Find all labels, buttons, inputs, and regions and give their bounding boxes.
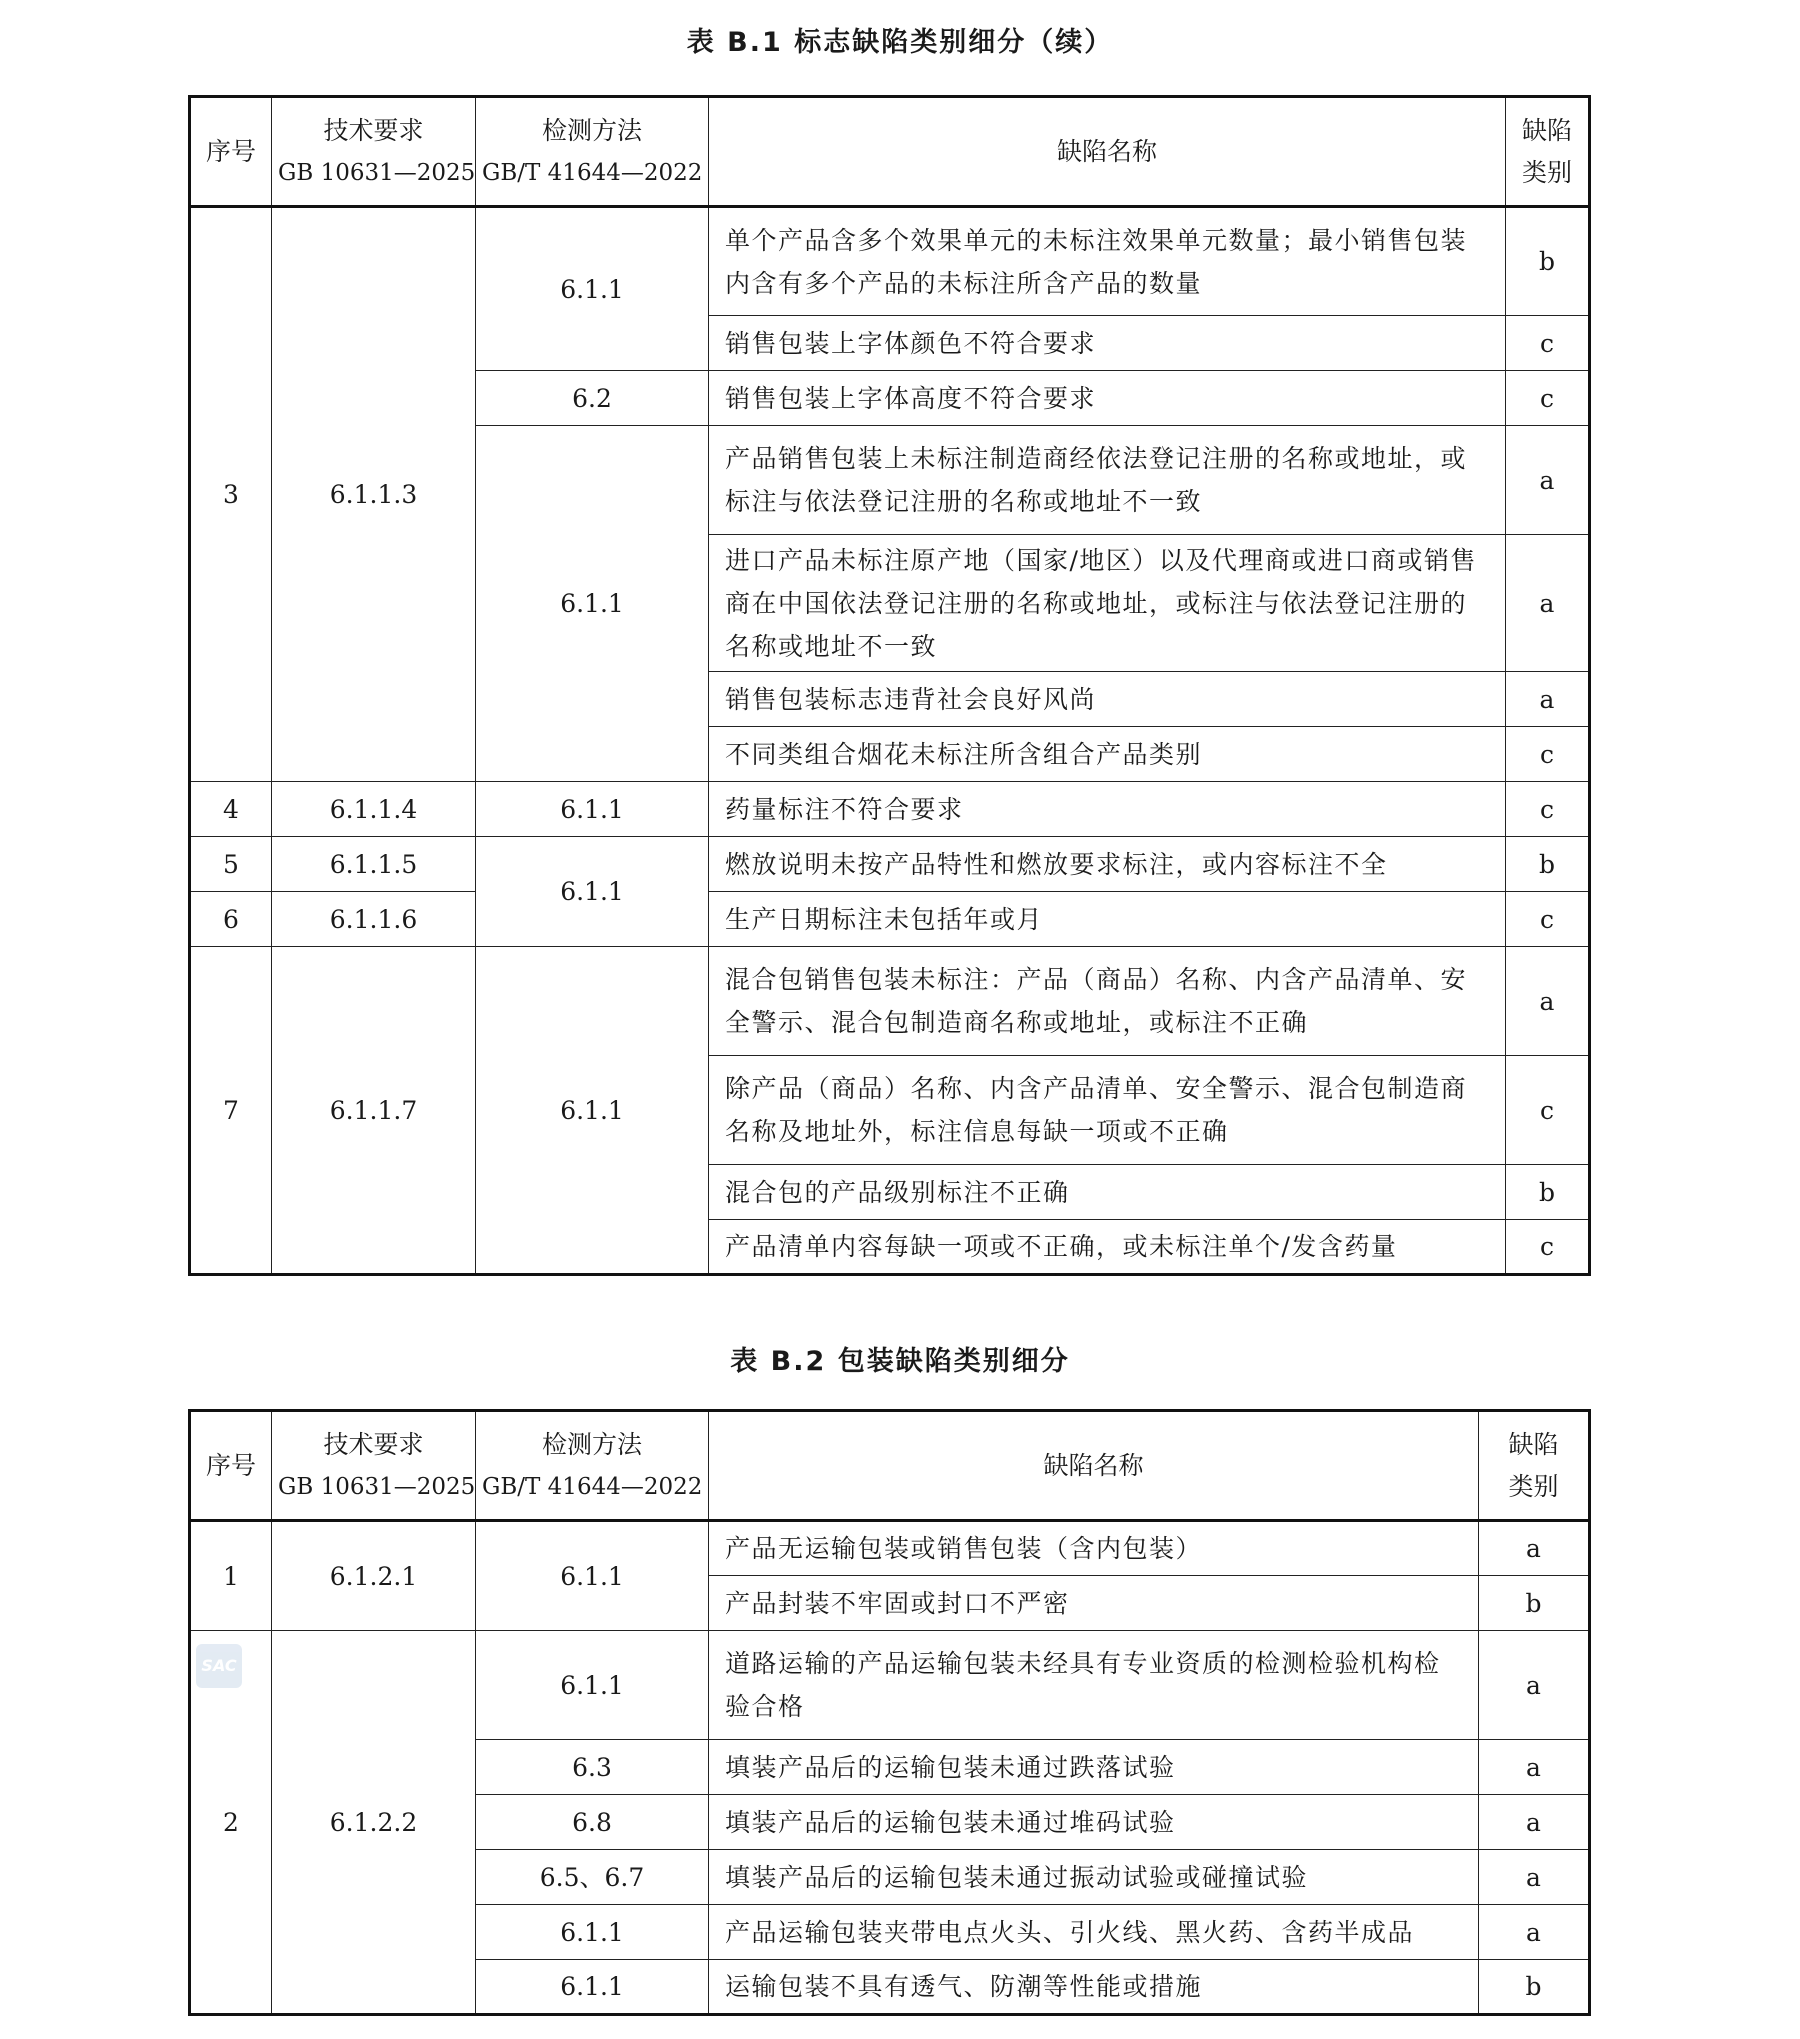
cell-defect-name: 运输包装不具有透气、防潮等性能或措施	[709, 1960, 1479, 2015]
cell-defect-name: 产品封装不牢固或封口不严密	[709, 1576, 1479, 1631]
cell-defect-category: a	[1506, 947, 1590, 1056]
cell-defect-name: 生产日期标注未包括年或月	[709, 892, 1506, 947]
cell-test-method: 6.1.1	[476, 837, 709, 947]
cell-defect-name: 混合包的产品级别标注不正确	[709, 1165, 1506, 1220]
cell-defect-name: 填装产品后的运输包装未通过振动试验或碰撞试验	[709, 1850, 1479, 1905]
cell-test-method: 6.1.1	[476, 782, 709, 837]
table-row	[190, 782, 1590, 837]
cell-test-method: 6.1.1	[476, 947, 709, 1275]
cell-defect-name: 销售包装上字体高度不符合要求	[709, 371, 1506, 426]
header-seq: 序号	[190, 97, 272, 207]
cell-defect-name: 产品无运输包装或销售包装（含内包装）	[709, 1521, 1479, 1576]
cell-tech-req: 6.1.1.5	[272, 837, 476, 892]
cell-test-method: 6.3	[476, 1740, 709, 1795]
cell-tech-req: 6.1.1.7	[272, 947, 476, 1275]
cell-defect-name: 药量标注不符合要求	[709, 782, 1506, 837]
cell-defect-name: 单个产品含多个效果单元的未标注效果单元数量；最小销售包装内含有多个产品的未标注所含产品的数量	[709, 207, 1506, 316]
cell-seq: 3	[190, 207, 272, 782]
header-defect-name: 缺陷名称	[709, 1411, 1479, 1521]
cell-defect-name: 产品运输包装夹带电点火头、引火线、黑火药、含药半成品	[709, 1905, 1479, 1960]
cell-seq: 4	[190, 782, 272, 837]
header-test-method: 检测方法 GB/T 41644—2022	[476, 1411, 709, 1521]
cell-defect-name: 不同类组合烟花未标注所含组合产品类别	[709, 727, 1506, 782]
header-tech-req: 技术要求 GB 10631—2025	[272, 97, 476, 207]
table-row	[190, 837, 1590, 892]
table-b2	[188, 1409, 1591, 2016]
cell-defect-category: a	[1479, 1905, 1590, 1960]
cell-defect-category: a	[1479, 1521, 1590, 1576]
cell-test-method: 6.2	[476, 371, 709, 426]
table-row	[190, 1631, 1590, 1740]
cell-defect-name: 填装产品后的运输包装未通过堆码试验	[709, 1795, 1479, 1850]
cell-tech-req: 6.1.1.3	[272, 207, 476, 782]
cell-defect-category: a	[1506, 535, 1590, 672]
cell-test-method: 6.1.1	[476, 1905, 709, 1960]
cell-defect-name: 销售包装标志违背社会良好风尚	[709, 672, 1506, 727]
cell-defect-category: c	[1506, 782, 1590, 837]
cell-defect-name: 填装产品后的运输包装未通过跌落试验	[709, 1740, 1479, 1795]
header-defect-name: 缺陷名称	[709, 97, 1506, 207]
table-row	[190, 1521, 1590, 1576]
table-b2-caption: 表 B.2 包装缺陷类别细分	[730, 1346, 1070, 1377]
cell-defect-category: b	[1479, 1576, 1590, 1631]
cell-defect-category: c	[1506, 316, 1590, 371]
cell-defect-category: a	[1479, 1631, 1590, 1740]
table-row	[190, 207, 1590, 316]
table-b1-caption: 表 B.1 标志缺陷类别细分（续）	[686, 27, 1114, 58]
sac-watermark-logo: SAC	[196, 1644, 242, 1688]
cell-defect-name: 混合包销售包装未标注：产品（商品）名称、内含产品清单、安全警示、混合包制造商名称或地址，或标注不正确	[709, 947, 1506, 1056]
cell-seq: 1	[190, 1521, 272, 1631]
header-seq: 序号	[190, 1411, 272, 1521]
cell-defect-category: b	[1479, 1960, 1590, 2015]
cell-defect-name: 产品销售包装上未标注制造商经依法登记注册的名称或地址，或标注与依法登记注册的名称或地址不一致	[709, 426, 1506, 535]
cell-defect-category: a	[1479, 1795, 1590, 1850]
cell-defect-name: 销售包装上字体颜色不符合要求	[709, 316, 1506, 371]
cell-defect-name: 进口产品未标注原产地（国家/地区）以及代理商或进口商或销售商在中国依法登记注册的名称或地址，或标注与依法登记注册的名称或地址不一致	[709, 535, 1506, 672]
cell-defect-category: a	[1506, 672, 1590, 727]
cell-defect-category: c	[1506, 371, 1590, 426]
cell-defect-category: c	[1506, 892, 1590, 947]
cell-defect-category: c	[1506, 1056, 1590, 1165]
cell-defect-category: c	[1506, 1220, 1590, 1275]
cell-test-method: 6.1.1	[476, 1631, 709, 1740]
cell-defect-category: c	[1506, 727, 1590, 782]
cell-test-method: 6.8	[476, 1795, 709, 1850]
cell-defect-name: 燃放说明未按产品特性和燃放要求标注，或内容标注不全	[709, 837, 1506, 892]
cell-seq: 2	[190, 1631, 272, 2015]
cell-defect-name: 道路运输的产品运输包装未经具有专业资质的检测检验机构检验合格	[709, 1631, 1479, 1740]
cell-defect-category: a	[1506, 426, 1590, 535]
cell-seq: 7	[190, 947, 272, 1275]
cell-test-method: 6.1.1	[476, 1960, 709, 2015]
cell-test-method: 6.1.1	[476, 207, 709, 371]
header-tech-req: 技术要求 GB 10631—2025	[272, 1411, 476, 1521]
cell-tech-req: 6.1.1.6	[272, 892, 476, 947]
header-defect-category: 缺陷 类别	[1479, 1411, 1590, 1521]
cell-test-method: 6.1.1	[476, 426, 709, 782]
cell-defect-category: a	[1479, 1850, 1590, 1905]
cell-tech-req: 6.1.2.2	[272, 1631, 476, 2015]
cell-test-method: 6.1.1	[476, 1521, 709, 1631]
cell-defect-category: a	[1479, 1740, 1590, 1795]
cell-test-method: 6.5、6.7	[476, 1850, 709, 1905]
cell-defect-category: b	[1506, 207, 1590, 316]
cell-tech-req: 6.1.2.1	[272, 1521, 476, 1631]
header-defect-category: 缺陷 类别	[1506, 97, 1590, 207]
cell-defect-category: b	[1506, 1165, 1590, 1220]
header-test-method: 检测方法 GB/T 41644—2022	[476, 97, 709, 207]
cell-defect-name: 除产品（商品）名称、内含产品清单、安全警示、混合包制造商名称及地址外，标注信息每缺一项或不正确	[709, 1056, 1506, 1165]
cell-tech-req: 6.1.1.4	[272, 782, 476, 837]
cell-defect-name: 产品清单内容每缺一项或不正确，或未标注单个/发含药量	[709, 1220, 1506, 1275]
cell-seq: 6	[190, 892, 272, 947]
table-row	[190, 947, 1590, 1056]
table-row	[190, 892, 1590, 947]
cell-seq: 5	[190, 837, 272, 892]
table-b1	[188, 95, 1591, 1276]
cell-defect-category: b	[1506, 837, 1590, 892]
